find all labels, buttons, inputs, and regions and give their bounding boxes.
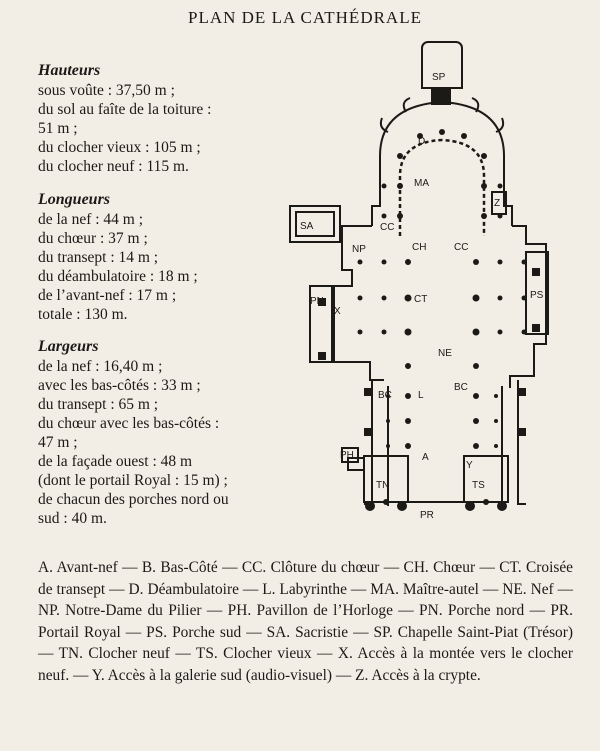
plan-label-ph: PH bbox=[340, 450, 354, 461]
plan-label-d: D bbox=[418, 136, 426, 147]
plan-label-ps: PS bbox=[530, 290, 544, 301]
plan-label-z: Z bbox=[494, 198, 501, 209]
cathedral-floor-plan bbox=[280, 36, 550, 526]
north-aisle-wall bbox=[364, 380, 372, 504]
north-tower-outline bbox=[364, 456, 408, 502]
longueurs-line: de la nef : 44 m ; bbox=[38, 211, 144, 228]
plan-label-pr: PR bbox=[420, 510, 434, 521]
longueurs-line: du déambulatoire : 18 m ; bbox=[38, 268, 198, 285]
largeurs-line: de la nef : 16,40 m ; bbox=[38, 358, 163, 375]
page-title: PLAN DE LA CATHÉDRALE bbox=[188, 8, 422, 27]
south-transept-wall bbox=[510, 226, 546, 388]
buttresses bbox=[318, 268, 540, 436]
longueurs-line: de l’avant-nef : 17 m ; bbox=[38, 287, 177, 304]
plan-label-y: Y bbox=[466, 460, 473, 471]
plan-label-np: NP bbox=[352, 244, 366, 255]
plan-label-bc-left: BC bbox=[378, 390, 392, 401]
plan-label-sp: SP bbox=[432, 72, 446, 83]
plan-label-ct: CT bbox=[414, 294, 428, 305]
longueurs-heading: Longueurs bbox=[38, 191, 111, 208]
plan-label-ma: MA bbox=[414, 178, 429, 189]
longueurs-line: totale : 130 m. bbox=[38, 306, 128, 323]
plan-label-cc-left: CC bbox=[380, 222, 395, 233]
plan-legend: A. Avant-nef — B. Bas-Côté — CC. Clôture du chœur — CH. Chœur — CT. Croisée de transept — D. Déambulatoire — L. Labyrinthe — MA. Maître-autel — NE. Nef — NP. Notre-Dame du Pilier — PH. Pavillon de l’Horloge — PN. Porche nord — PR. Portail Royal — PS. Porche sud — SA. Sacristie — SP. Chapelle Saint-Piat (Trésor) — TN. Clocher neuf — TS. Clocher vieux — X. Accès à la montée vers le clocher neuf. — Y. Accès à la galerie sud (audio-visuel) — Z. Accès à la crypte. bbox=[38, 559, 573, 684]
apse-left-wall bbox=[372, 156, 380, 226]
plan-label-x: X bbox=[334, 306, 341, 317]
hauteurs-line: du clocher vieux : 105 m ; bbox=[38, 139, 201, 156]
largeurs-line: avec les bas-côtés : 33 m ; bbox=[38, 377, 201, 394]
largeurs-line: du chœur avec les bas-côtés : bbox=[38, 415, 220, 432]
longueurs-line: du transept : 14 m ; bbox=[38, 249, 159, 266]
plan-label-ts: TS bbox=[472, 480, 485, 491]
plan-label-l: L bbox=[418, 390, 424, 401]
hauteurs-line: 51 m ; bbox=[38, 120, 78, 137]
plan-label-ch: CH bbox=[412, 242, 427, 253]
choir-screen bbox=[400, 140, 484, 236]
largeurs-line: sud : 40 m. bbox=[38, 510, 107, 527]
largeurs-line: de la façade ouest : 48 m bbox=[38, 453, 193, 470]
plan-label-sa: SA bbox=[300, 221, 314, 232]
nave-piers bbox=[386, 393, 498, 449]
hauteurs-line: sous voûte : 37,50 m ; bbox=[38, 82, 175, 99]
largeurs-heading: Largeurs bbox=[38, 338, 99, 355]
largeurs-line: de chacun des porches nord ou bbox=[38, 491, 229, 508]
hauteurs-heading: Hauteurs bbox=[38, 62, 101, 79]
hauteurs-line: du clocher neuf : 115 m. bbox=[38, 158, 189, 175]
plan-label-pn: PN bbox=[310, 296, 324, 307]
longueurs-line: du chœur : 37 m ; bbox=[38, 230, 148, 247]
plan-label-tn: TN bbox=[376, 480, 390, 491]
plan-label-bc-right: BC bbox=[454, 382, 468, 393]
plan-label-cc-right: CC bbox=[454, 242, 469, 253]
largeurs-line: 47 m ; bbox=[38, 434, 78, 451]
largeurs-line: (dont le portail Royal : 15 m) ; bbox=[38, 472, 228, 489]
plan-label-ne: NE bbox=[438, 348, 452, 359]
tower-piers bbox=[365, 499, 507, 511]
largeurs-line: du transept : 65 m ; bbox=[38, 396, 159, 413]
south-aisle-wall bbox=[518, 380, 526, 504]
hauteurs-line: du sol au faîte de la toiture : bbox=[38, 101, 212, 118]
plan-label-a: A bbox=[422, 452, 429, 463]
